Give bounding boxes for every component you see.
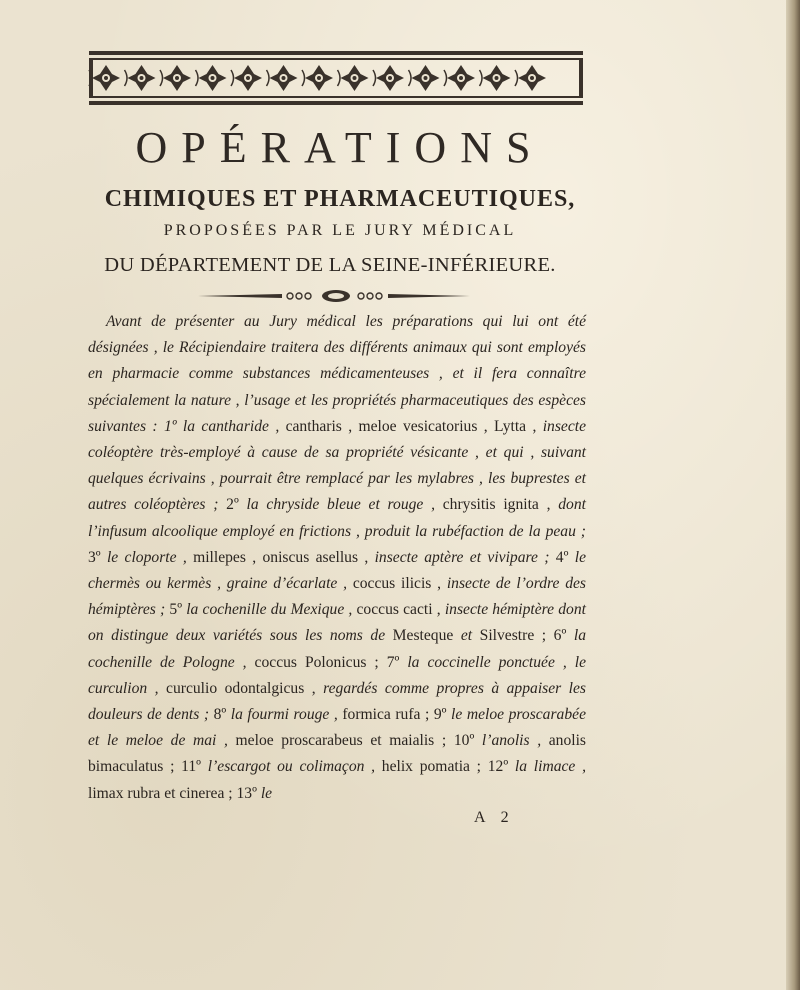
roman-text-segment: 2º (218, 496, 247, 514)
page-title: OPÉRATIONS (135, 123, 545, 172)
roman-text-segment: Mesteque (385, 627, 461, 645)
italic-text-segment: Avant de présenter au Jury médical les préparations qui lui ont été désignées , le Récipiendaire traitera des différents animaux qui sont employés en pharmacie comme substances médicamenteuses , et il fera connaître spécialement la nature , l’usage et les propriétés pharmaceutiques des espèces suivantes : 1º la cantharide , (88, 313, 586, 435)
italic-text-segment: insecte hémiptère dont on distingue deux variétés sous les noms de (88, 601, 586, 645)
roman-text-segment: formica rufa ; 9º (337, 706, 452, 724)
page-subtitle: CHIMIQUES ET PHARMACEUTIQUES, (104, 186, 576, 212)
roman-text-segment: 3º (88, 548, 107, 566)
roman-text-segment: 4º (549, 548, 575, 566)
italic-text-segment: insecte de l’ordre des hémiptères ; (88, 575, 587, 619)
ornamental-divider (198, 288, 470, 304)
italic-text-segment: insecte aptère et vivipare ; (374, 548, 550, 566)
italic-text-segment: la fourmi rouge , (230, 706, 338, 724)
headpiece-fleuron (480, 65, 511, 91)
headpiece-fleuron (409, 65, 440, 91)
italic-text-segment: le chermès ou kermès , graine d’écarlate , (88, 548, 586, 593)
italic-text-segment: la cochenille de Pologne , (88, 627, 587, 671)
italic-text-segment: la cochenille du Mexique , (186, 601, 353, 619)
roman-text-segment: coccus ilicis , (347, 575, 447, 593)
italic-text-segment: le (260, 784, 273, 802)
roman-text-segment: 5º (165, 601, 187, 619)
italic-text-segment: la chryside bleue et rouge , (246, 496, 435, 514)
italic-text-segment: l’anolis , (481, 732, 542, 750)
roman-text-segment: millepes , oniscus asellus , (186, 548, 375, 566)
italic-text-segment: la limace , (514, 758, 586, 776)
headpiece-fleuron (160, 65, 191, 91)
proposed-by-line: PROPOSÉES PAR LE JURY MÉDICAL (163, 222, 517, 239)
signature-mark: A 2 (474, 809, 515, 826)
roman-text-segment: limax rubra et cinerea ; 13º (88, 784, 261, 802)
roman-text-segment: coccus Polonicus ; 7º (246, 653, 408, 671)
headpiece-fleuron (444, 65, 475, 91)
body-paragraph (88, 309, 586, 807)
italic-text-segment: insecte coléoptère très-employé à cause de sa propriété vésicante , et qui , suivant quelques écrivains , pourrait être remplacé par les mylabres , les buprestes et autres coléoptères ; (88, 417, 586, 514)
decorative-headpiece (88, 50, 584, 106)
roman-text-segment: 8º (209, 706, 231, 724)
department-line: DU DÉPARTEMENT DE LA SEINE-INFÉRIEURE. (104, 254, 556, 276)
headpiece-fleuron (125, 65, 156, 91)
headpiece-fleuron (196, 65, 227, 91)
roman-text-segment: curculio odontalgicus , (158, 679, 324, 697)
headpiece-fleuron (373, 65, 404, 91)
roman-text-segment: meloe proscarabeus et maialis ; 10º (227, 732, 482, 750)
italic-text-segment: le meloe proscarabée et le meloe de mai , (88, 706, 586, 750)
roman-text-segment: cantharis , meloe vesicatorius , Lytta , (279, 417, 543, 435)
italic-text-segment: la coccinelle ponctuée , le curculion , (88, 653, 586, 697)
headpiece-fleuron (515, 65, 546, 91)
italic-text-segment: et (460, 627, 473, 645)
italic-text-segment: dont l’infusum alcoolique employé en frictions , produit la rubéfaction de la peau ; (88, 496, 586, 540)
roman-text-segment: chrysitis ignita , (434, 496, 559, 514)
roman-text-segment: helix pomatia ; 12º (375, 758, 515, 776)
headpiece-fleuron (302, 65, 333, 91)
roman-text-segment: coccus cacti , (352, 601, 445, 619)
headpiece-fleuron (89, 65, 120, 91)
headpiece-fleuron (267, 65, 298, 91)
italic-text-segment: regardés comme propres à appaiser les douleurs de dents ; (88, 679, 586, 724)
page-edge-shadow (786, 0, 800, 990)
roman-text-segment: Silvestre ; 6º (472, 627, 574, 645)
headpiece-fleuron (231, 65, 262, 91)
roman-text-segment: anolis bimaculatus ; 11º (88, 732, 586, 776)
headpiece-fleuron (338, 65, 369, 91)
italic-text-segment: le cloporte , (106, 548, 187, 566)
italic-text-segment: l’escargot ou colimaçon , (207, 758, 376, 776)
